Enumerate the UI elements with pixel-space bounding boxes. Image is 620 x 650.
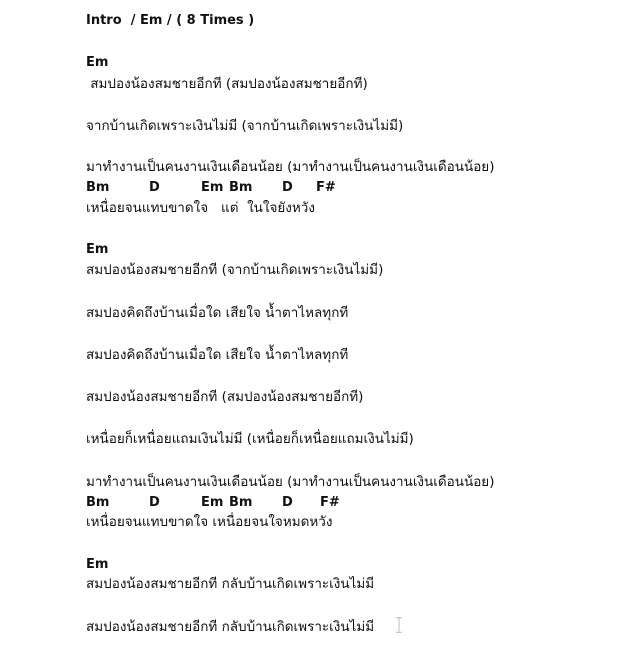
chord: D	[282, 180, 293, 195]
chord: Em	[201, 495, 224, 510]
lyric-line: สมปองน้องสมชายอีกที (สมปองน้องสมชายอีกที)	[86, 389, 364, 405]
lyric-line: สมปองน้องสมชายอีกที กลับบ้านเกิดเพราะเงินไม่มี	[86, 619, 375, 635]
chord: F#	[320, 495, 340, 510]
intro-line: Intro / Em / ( 8 Times )	[86, 13, 255, 28]
lyric-line: สมปองน้องสมชายอีกที (สมปองน้องสมชายอีกที)	[86, 76, 368, 92]
lyric-line: สมปองคิดถึงบ้านเมื่อใด เสียใจ น้ำตาไหลทุกที	[86, 305, 349, 321]
lyric-line: สมปองน้องสมชายอีกที (จากบ้านเกิดเพราะเงินไม่มี)	[86, 262, 384, 278]
lyric-line: มาทำงานเป็นคนงานเงินเดือนน้อย (มาทำงานเป็นคนงานเงินเดือนน้อย)	[86, 159, 495, 175]
text-cursor-icon	[393, 616, 405, 634]
lyric-line: จากบ้านเกิดเพราะเงินไม่มี (จากบ้านเกิดเพราะเงินไม่มี)	[86, 118, 404, 134]
chord: Bm	[86, 180, 110, 195]
verse1-chord: Em	[86, 55, 109, 70]
chord: D	[149, 495, 160, 510]
verse3-chord: Em	[86, 557, 109, 572]
chord-row	[86, 494, 386, 512]
chord: D	[282, 495, 293, 510]
lyric-line: มาทำงานเป็นคนงานเงินเดือนน้อย (มาทำงานเป็นคนงานเงินเดือนน้อย)	[86, 474, 495, 490]
lyric-line: สมปองคิดถึงบ้านเมื่อใด เสียใจ น้ำตาไหลทุกที	[86, 347, 349, 363]
lyric-line: เหนื่อยก็เหนื่อยแถมเงินไม่มี (เหนื่อยก็เหนื่อยแถมเงินไม่มี)	[86, 431, 414, 447]
verse2-chord: Em	[86, 242, 109, 257]
chord: F#	[316, 180, 336, 195]
chord: Bm	[229, 180, 253, 195]
lyric-line: เหนื่อยจนแทบขาดใจ แต่ ในใจยังหวัง	[86, 200, 315, 216]
chord: D	[149, 180, 160, 195]
lyric-line: สมปองน้องสมชายอีกที กลับบ้านเกิดเพราะเงินไม่มี	[86, 576, 375, 592]
chord-row	[86, 179, 386, 197]
chord: Bm	[86, 495, 110, 510]
lyric-line: เหนื่อยจนแทบขาดใจ เหนื่อยจนใจหมดหวัง	[86, 514, 333, 530]
chord: Bm	[229, 495, 253, 510]
chord: Em	[201, 180, 224, 195]
